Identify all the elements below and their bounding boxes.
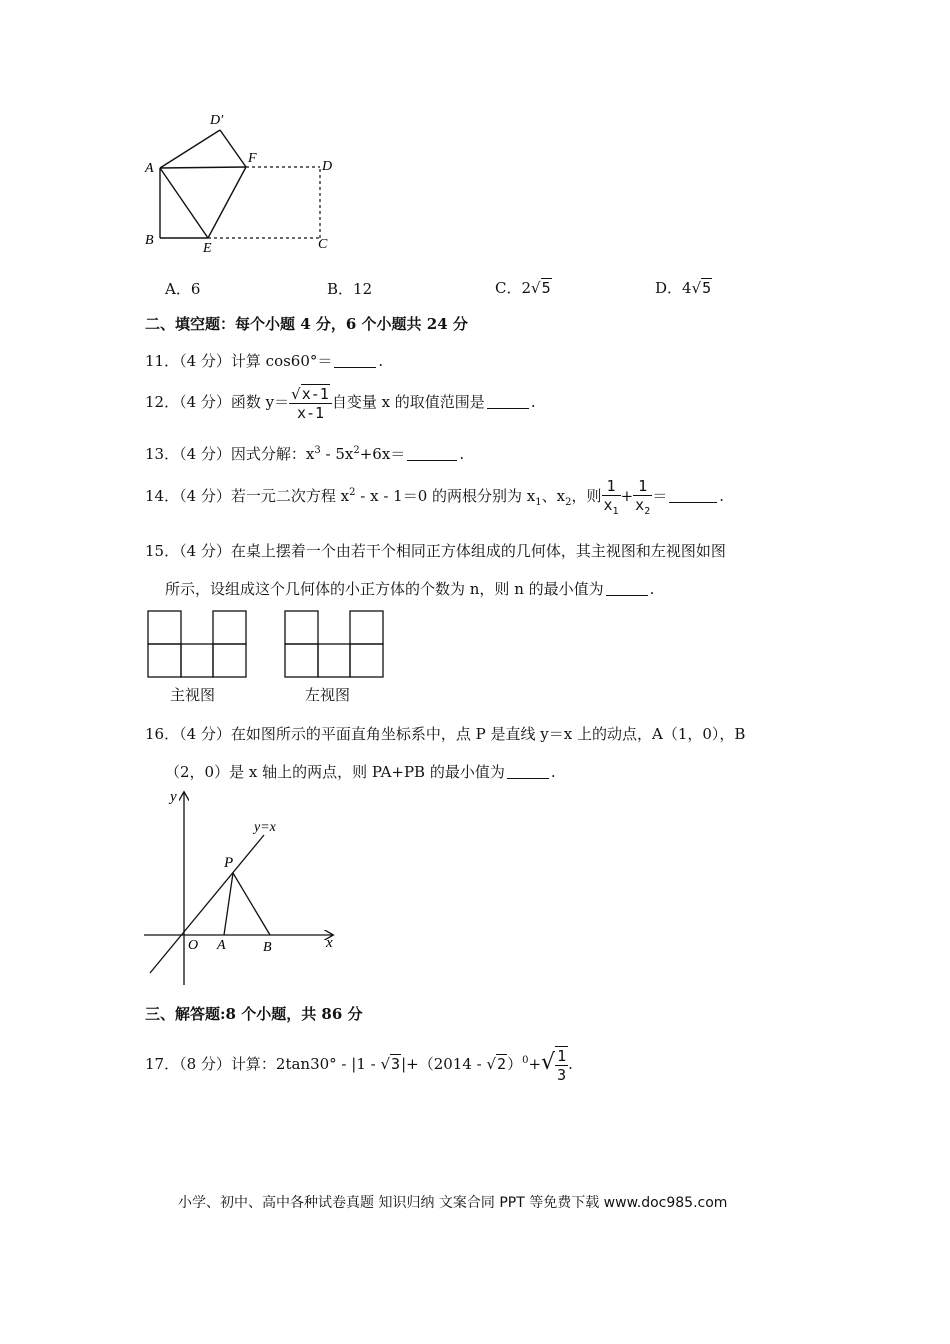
- option-b: B．12: [327, 280, 373, 298]
- fraction-denominator: 3: [557, 1066, 567, 1084]
- radical-sign: √: [531, 279, 541, 297]
- section-3-heading: 三、解答题:8 个小题，共 86 分: [145, 1005, 363, 1023]
- radical-sign: √: [691, 279, 702, 297]
- q12-end: .: [530, 393, 536, 411]
- denominator-variable: x: [635, 496, 645, 514]
- q17-mid: |+（2014 -: [401, 1055, 487, 1073]
- label-B: B: [145, 233, 154, 248]
- answer-blank: [487, 394, 529, 409]
- option-d-prefix: D．4: [655, 279, 692, 297]
- q17-radicand-2: 2: [497, 1055, 507, 1073]
- left-view-label: 左视图: [305, 686, 351, 704]
- front-view-label: 主视图: [170, 686, 216, 704]
- q14-prefix: 若一元二次方程 x: [230, 487, 350, 505]
- q16-number: 16．: [145, 725, 180, 743]
- question-12: [145, 384, 536, 422]
- q11-number: 11．: [145, 352, 180, 370]
- q13-exp-2: 2: [353, 445, 360, 456]
- q14-exp: 2: [349, 487, 356, 498]
- question-16-line-2: [165, 761, 556, 782]
- question-11: [145, 350, 383, 371]
- fraction-denominator: [602, 496, 621, 517]
- segment-EF: [208, 167, 246, 238]
- q15-number: 15．: [145, 542, 180, 560]
- q17-close: ）: [507, 1055, 523, 1073]
- label-A: A: [217, 938, 226, 953]
- denominator-subscript: 1: [612, 506, 619, 517]
- q11-end: .: [378, 352, 384, 370]
- q17-end: .: [568, 1055, 573, 1073]
- q12-suffix: 自变量 x 的取值范围是: [331, 393, 485, 411]
- question-13: [145, 443, 464, 464]
- page-footer: 小学、初中、高中各种试卷真题 知识归纳 文案合同 PPT 等免费下载 www.doc985.com: [178, 1195, 728, 1211]
- label-F: F: [248, 151, 257, 166]
- fraction-numerator: 1: [602, 477, 621, 496]
- q12-numerator: [289, 384, 332, 404]
- q13-score: （4 分）: [179, 445, 231, 463]
- label-P: P: [224, 855, 234, 871]
- q17-fraction: [555, 1046, 568, 1084]
- answer-blank: [606, 581, 648, 596]
- left-view-grid: [284, 610, 384, 678]
- fraction-numerator: 1: [633, 477, 652, 496]
- denominator-variable: x: [603, 496, 613, 514]
- q14-sep: 、x: [541, 487, 566, 505]
- q14-sub2: 2: [565, 497, 572, 508]
- q11-text: 计算 cos60°＝: [230, 352, 333, 370]
- coordinate-plane-figure: [140, 785, 350, 990]
- radical-sign: √: [291, 385, 301, 403]
- answer-blank: [669, 488, 717, 503]
- q15-score: （4 分）: [179, 542, 231, 560]
- q12-fraction: [289, 384, 332, 422]
- fraction-denominator: [633, 496, 652, 517]
- segment-AF: [160, 167, 246, 168]
- q16-end: .: [550, 763, 556, 781]
- q15-text-2: 所示，设组成这个几何体的小正方体的个数为 n，则 n 的最小值为: [165, 580, 604, 598]
- answer-blank: [334, 353, 376, 368]
- line-y-equals-x: [150, 835, 264, 973]
- label-C: C: [318, 237, 328, 252]
- section-2-heading: 二、填空题：每个小题 4 分，6 个小题共 24 分: [145, 315, 468, 333]
- radical-sign: √: [486, 1055, 497, 1073]
- option-c-prefix: C．2: [495, 279, 532, 297]
- q14-mid: - x - 1＝0 的两根分别为 x: [355, 487, 536, 505]
- label-B: B: [263, 940, 272, 955]
- q16-score: （4 分）: [179, 725, 231, 743]
- q12-number: 12．: [145, 393, 180, 411]
- q16-text-1: 在如图所示的平面直角坐标系中，点 P 是直线 y＝x 上的动点，A（1，0），B: [230, 725, 746, 743]
- q17-exp: 0: [522, 1055, 529, 1066]
- answer-blank: [407, 446, 457, 461]
- front-view-grid: [147, 610, 247, 678]
- question-15-line-1: [145, 540, 726, 561]
- option-d: [655, 277, 712, 298]
- option-a: A．6: [165, 280, 201, 298]
- question-17: [145, 1046, 573, 1084]
- q14-end: .: [719, 487, 725, 505]
- q15-end: .: [649, 580, 655, 598]
- label-D-prime: D′: [210, 113, 224, 128]
- q14-fraction-1: [602, 477, 621, 517]
- option-d-radicand: 5: [702, 279, 712, 297]
- q17-prefix: 计算：2tan30° - |1 -: [230, 1055, 381, 1073]
- q16-text-2: （2，0）是 x 轴上的两点，则 PA+PB 的最小值为: [165, 763, 505, 781]
- q13-mid1: - 5x: [320, 445, 354, 463]
- label-E: E: [203, 241, 212, 255]
- q13-prefix: 因式分解：x: [230, 445, 315, 463]
- q14-score: （4 分）: [179, 487, 231, 505]
- q14-post: ，则: [571, 487, 602, 505]
- q17-radicand-1: 3: [391, 1055, 401, 1073]
- label-D: D: [322, 159, 333, 174]
- q17-score: （8 分）: [179, 1055, 231, 1073]
- radical-sign: √: [541, 1050, 556, 1075]
- label-y-axis: y: [170, 789, 177, 805]
- q13-mid2: +6x＝: [359, 445, 406, 463]
- q17-plus: +: [528, 1055, 542, 1073]
- option-c: [495, 277, 552, 298]
- q12-prefix: 函数 y＝: [230, 393, 290, 411]
- label-x-axis: x: [326, 935, 333, 951]
- q13-number: 13．: [145, 445, 180, 463]
- segment-AD-prime: [160, 130, 220, 168]
- answer-blank: [507, 764, 549, 779]
- label-O: O: [188, 938, 199, 953]
- q12-radicand: x-1: [301, 385, 329, 403]
- fraction-numerator: 1: [557, 1047, 567, 1065]
- denominator-subscript: 2: [644, 506, 651, 517]
- label-line: y=x: [254, 820, 276, 835]
- option-c-radicand: 5: [541, 279, 551, 297]
- question-14: [145, 477, 724, 517]
- q13-exp-3: 3: [314, 445, 321, 456]
- segment-AE: [160, 168, 208, 238]
- q14-sub1: 1: [535, 497, 542, 508]
- q14-fraction-2: [633, 477, 652, 517]
- question-10-figure: [140, 110, 340, 255]
- q14-plus: +: [620, 487, 634, 505]
- q17-number: 17．: [145, 1055, 180, 1073]
- question-15-line-2: [165, 578, 654, 599]
- q12-denominator: x-1: [296, 404, 325, 422]
- q14-eq: ＝: [652, 487, 668, 505]
- label-A: A: [145, 161, 154, 176]
- segment-PB: [233, 873, 270, 935]
- q15-text-1: 在桌上摆着一个由若干个相同正方体组成的几何体，其主视图和左视图如图: [230, 542, 726, 560]
- q14-number: 14．: [145, 487, 180, 505]
- q12-score: （4 分）: [179, 393, 231, 411]
- radical-sign: √: [380, 1055, 391, 1073]
- q13-end: .: [459, 445, 465, 463]
- question-16-line-1: [145, 723, 745, 744]
- q11-score: （4 分）: [179, 352, 231, 370]
- segment-D-prime-F: [220, 130, 246, 167]
